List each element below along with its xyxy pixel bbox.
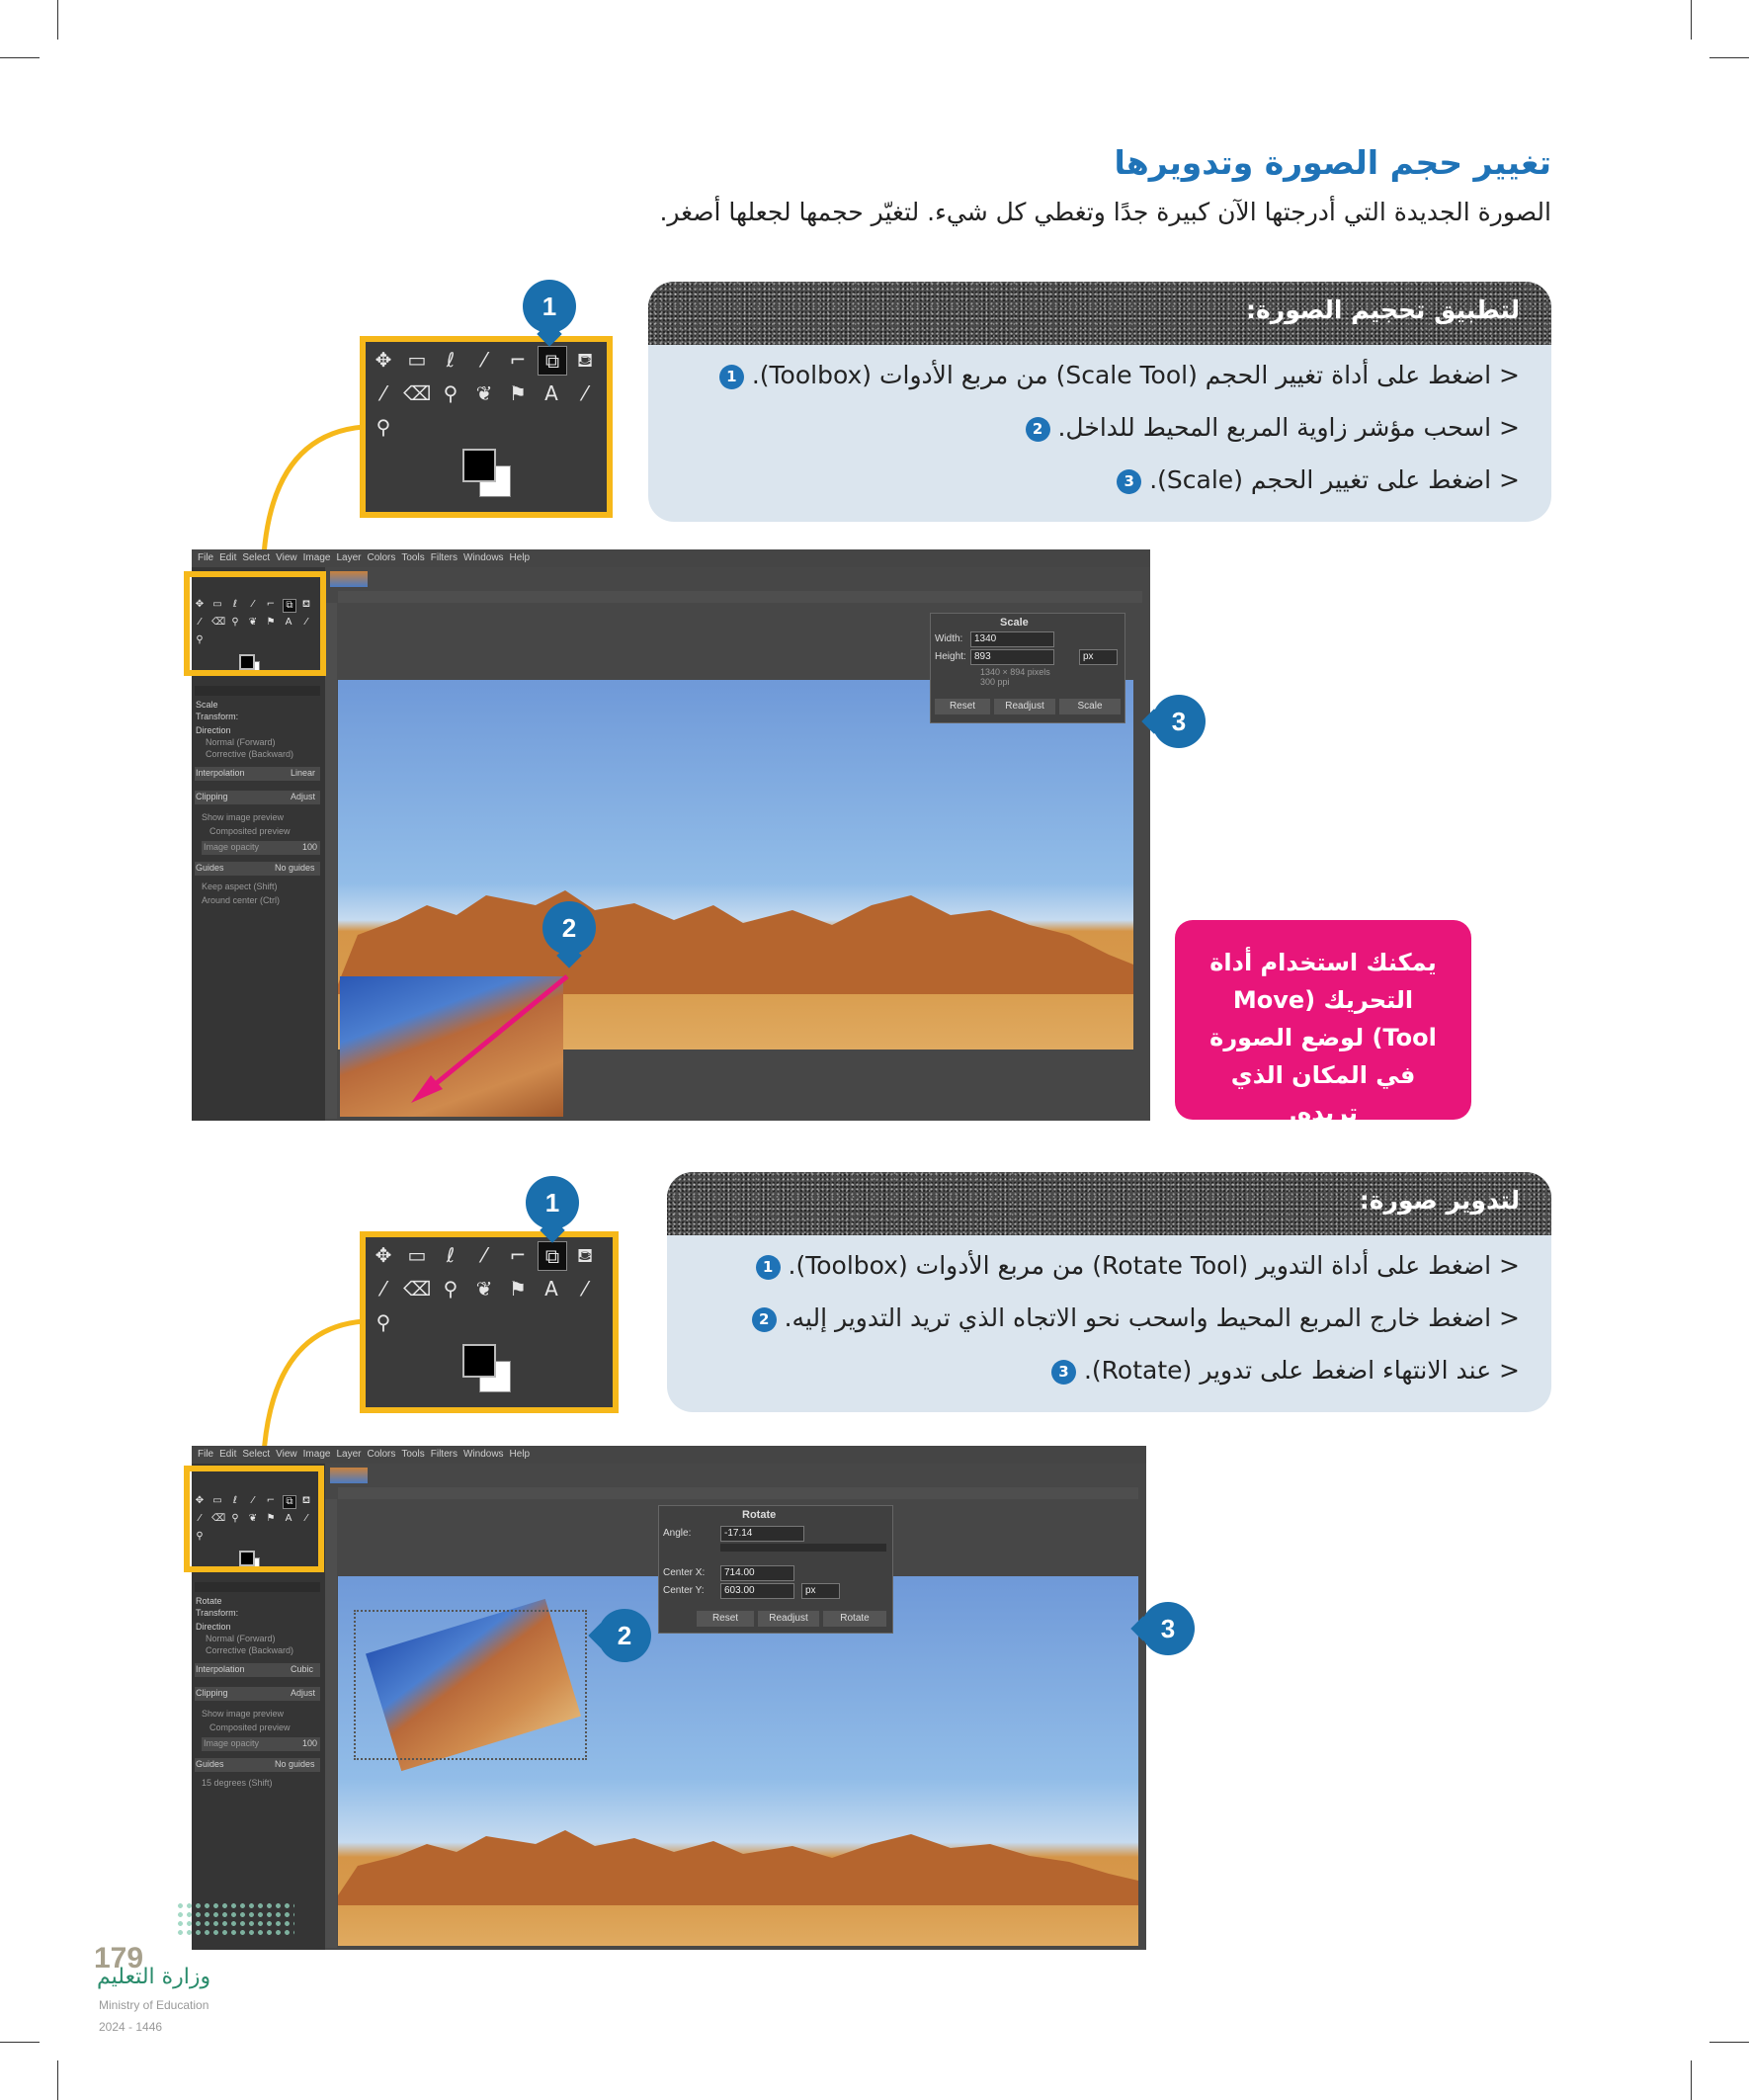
transform-label: Transform: (196, 712, 239, 721)
eraser-icon[interactable]: ⌫ (403, 1277, 432, 1301)
unit-select[interactable]: px (1079, 649, 1118, 665)
transform-icon[interactable]: ⧉ (538, 1241, 567, 1271)
menu-view[interactable]: View (276, 552, 297, 563)
lasso-icon[interactable]: ℓ (232, 599, 238, 610)
page-title: تغيير حجم الصورة وتدويرها (1114, 143, 1551, 182)
rotate-instructions-panel (667, 1172, 1551, 1412)
show-preview-checkbox[interactable]: Show image preview (202, 812, 285, 822)
composited-checkbox[interactable]: Composited preview (209, 1722, 291, 1732)
callout-2: 2 (598, 1609, 651, 1662)
crop-mark (0, 2042, 40, 2043)
menu-edit[interactable]: Edit (219, 552, 237, 563)
zoom-icon[interactable]: ⚲ (196, 634, 204, 645)
lasso-icon[interactable]: ℓ (232, 1495, 238, 1506)
crop-mark (57, 0, 58, 40)
smudge-icon[interactable]: ❦ (475, 1277, 493, 1301)
move-icon[interactable]: ✥ (195, 599, 205, 610)
size-info: 1340 × 894 pixels (980, 667, 1050, 677)
scale-step-2: < اسحب مؤشر زاوية المربع المحيط للداخل. 2 (1026, 413, 1520, 442)
ppi-info: 300 ppi (980, 677, 1010, 687)
image-tab[interactable] (330, 571, 368, 587)
menu-colors[interactable]: Colors (367, 1449, 396, 1460)
eraser-icon[interactable]: ⌫ (403, 381, 432, 405)
tool-name: Scale (196, 700, 218, 710)
callout-2: 2 (542, 901, 596, 955)
fuzzy-select-icon[interactable]: ⁄ (252, 599, 254, 610)
center-y-input[interactable]: 603.00 (720, 1583, 794, 1599)
scale-step-1: < اضغط على أداة تغيير الحجم (Scale Tool) من مربع الأدوات (Toolbox). 1 (719, 361, 1520, 389)
page-number: 179 (94, 1942, 144, 1974)
scale-step-3: < اضغط على تغيير الحجم (Scale). 3 (1117, 465, 1520, 494)
gimp-rotate-window (192, 1446, 1146, 1950)
image-tab[interactable] (330, 1468, 368, 1483)
rotate-step-2: < اضغط خارج المربع المحيط واسحب نحو الاتجاه الذي تريد التدوير إليه. 2 (752, 1303, 1520, 1332)
color-picker-icon[interactable]: ⁄ (583, 381, 587, 405)
toolbox-highlight (184, 571, 326, 676)
interpolation-label: Interpolation (196, 1664, 245, 1674)
clone-icon[interactable]: ⚲ (231, 617, 239, 628)
paths-icon[interactable]: ⚑ (266, 1513, 276, 1524)
menu-filters[interactable]: Filters (430, 1449, 458, 1460)
menu-tools[interactable]: Tools (401, 1449, 425, 1460)
width-label: Width: (935, 633, 963, 644)
interpolation-select[interactable]: Cubic (291, 1664, 314, 1674)
reset-button[interactable]: Reset (697, 1611, 754, 1627)
crop-mark (1709, 2042, 1749, 2043)
opacity-value: 100 (302, 842, 318, 852)
width-input[interactable]: 1340 (970, 631, 1054, 647)
fuzzy-select-icon[interactable]: ⁄ (482, 348, 486, 372)
guides-label: Guides (196, 1759, 224, 1769)
gimp-scale-window (192, 549, 1150, 1121)
menu-windows[interactable]: Windows (462, 552, 504, 563)
transform-icon[interactable]: ⧉ (283, 1495, 296, 1509)
text-icon[interactable]: A (285, 617, 292, 628)
menu-windows[interactable]: Windows (462, 1449, 504, 1460)
menu-layer[interactable]: Layer (336, 552, 362, 563)
paths-icon[interactable]: ⚑ (266, 617, 276, 628)
angle-input[interactable]: -17.14 (720, 1526, 804, 1542)
center-x-input[interactable]: 714.00 (720, 1565, 794, 1581)
menu-help[interactable]: Help (509, 1449, 531, 1460)
intro-text: الصورة الجديدة التي أدرجتها الآن كبيرة جدًا وتغطي كل شيء. لتغيّر حجمها لجعلها أصغر. (659, 198, 1551, 226)
height-label: Height: (935, 651, 966, 662)
dialog-title: Scale (1000, 617, 1029, 629)
ruler (338, 1487, 1138, 1499)
menu-tools[interactable]: Tools (401, 552, 425, 563)
ministry-name-ar: وزارة التعليم (97, 1965, 211, 1989)
scale-instructions-panel (648, 282, 1551, 522)
smudge-icon[interactable]: ❦ (248, 617, 258, 628)
text-icon[interactable]: A (285, 1513, 292, 1524)
zoom-icon[interactable]: ⚲ (375, 415, 391, 439)
callout-3: 3 (1152, 695, 1206, 748)
menu-colors[interactable]: Colors (367, 552, 396, 563)
rotate-panel-header (667, 1172, 1551, 1235)
menu-select[interactable]: Select (242, 552, 271, 563)
paths-icon[interactable]: ⚑ (509, 381, 527, 405)
foreground-color-swatch[interactable] (462, 449, 496, 482)
menu-select[interactable]: Select (242, 1449, 271, 1460)
smudge-icon[interactable]: ❦ (248, 1513, 258, 1524)
text-icon[interactable]: A (544, 381, 558, 405)
rock-formation (338, 1787, 1138, 1905)
callout-3: 3 (1141, 1602, 1195, 1655)
callout-1: 1 (523, 280, 576, 333)
keep-aspect-checkbox[interactable]: Keep aspect (Shift) (202, 882, 278, 891)
crop-icon[interactable]: ⌐ (266, 599, 276, 610)
transform-icon[interactable]: ⧉ (283, 599, 296, 613)
guides-select[interactable]: No guides (275, 863, 315, 873)
fuzzy-select-icon[interactable]: ⁄ (482, 1243, 486, 1267)
scale-dialog (930, 613, 1125, 723)
menu-bar (192, 1446, 1146, 1464)
crop-icon[interactable]: ⌐ (509, 1243, 527, 1267)
bucket-fill-icon[interactable]: ⛾ (576, 1243, 594, 1267)
rotate-panel-heading: لتدوير صورة: (1359, 1186, 1520, 1215)
bucket-fill-icon[interactable]: ⛾ (301, 1495, 311, 1506)
opacity-slider[interactable]: Image opacity (204, 842, 260, 852)
ruler (325, 1499, 337, 1948)
crop-mark (57, 2060, 58, 2100)
year: 2024 - 1446 (99, 2020, 163, 2034)
readjust-button[interactable]: Readjust (758, 1611, 819, 1627)
interpolation-label: Interpolation (196, 768, 245, 778)
eraser-icon[interactable]: ⌫ (211, 617, 226, 628)
dialog-title: Rotate (742, 1509, 777, 1521)
move-icon[interactable]: ✥ (375, 348, 392, 372)
paintbrush-icon[interactable]: ⁄ (381, 1277, 385, 1301)
text-icon[interactable]: A (544, 1277, 558, 1301)
move-icon[interactable]: ✥ (375, 1243, 392, 1267)
clone-icon[interactable]: ⚲ (443, 381, 458, 405)
rotate-step-1: < اضغط على أداة التدوير (Rotate Tool) من مربع الأدوات (Toolbox). 1 (756, 1251, 1520, 1280)
menu-filters[interactable]: Filters (430, 552, 458, 563)
rotate-dialog (658, 1505, 893, 1634)
bounding-box (354, 1610, 587, 1760)
lasso-icon[interactable]: ℓ (446, 1243, 456, 1267)
smudge-icon[interactable]: ❦ (475, 381, 493, 405)
center-y-label: Center Y: (663, 1585, 705, 1596)
crop-mark (0, 57, 40, 58)
scale-button[interactable]: Scale (1059, 699, 1121, 714)
tip-text: يمكنك استخدام أداة التحريك (Move Tool) لوضع الصورة في المكان الذي تريده. (1209, 949, 1437, 1127)
normal-radio[interactable]: Normal (Forward) (206, 737, 276, 747)
paths-icon[interactable]: ⚑ (509, 1277, 527, 1301)
paintbrush-icon[interactable]: ⁄ (199, 1513, 201, 1524)
crop-icon[interactable]: ⌐ (509, 348, 527, 372)
menu-edit[interactable]: Edit (219, 1449, 237, 1460)
center-x-label: Center X: (663, 1567, 706, 1578)
paintbrush-icon[interactable]: ⁄ (381, 381, 385, 405)
opacity-value: 100 (302, 1738, 318, 1748)
corrective-radio[interactable]: Corrective (Backward) (206, 749, 294, 759)
menu-help[interactable]: Help (509, 552, 531, 563)
clipping-select[interactable]: Adjust (291, 792, 316, 801)
ruler (325, 603, 337, 1119)
drag-arrow (340, 965, 587, 1121)
clipping-select[interactable]: Adjust (291, 1688, 316, 1698)
zoom-icon[interactable]: ⚲ (196, 1531, 204, 1542)
transform-label: Transform: (196, 1608, 239, 1618)
crop-icon[interactable]: ⌐ (266, 1495, 276, 1506)
interpolation-select[interactable]: Linear (291, 768, 316, 778)
ministry-name-en: Ministry of Education (99, 1998, 209, 2012)
rect-select-icon[interactable]: ▭ (407, 1243, 427, 1267)
clone-icon[interactable]: ⚲ (443, 1277, 458, 1301)
tool-name: Rotate (196, 1596, 222, 1606)
bucket-fill-icon[interactable]: ⛾ (576, 348, 594, 372)
crop-mark (1709, 57, 1749, 58)
crop-mark (1691, 0, 1692, 40)
ministry-logo-dots (176, 1901, 294, 1939)
reset-button[interactable]: Reset (935, 699, 990, 714)
foreground-color-swatch[interactable] (462, 1344, 496, 1378)
menu-file[interactable]: File (198, 552, 214, 563)
show-preview-checkbox[interactable]: Show image preview (202, 1709, 285, 1719)
fuzzy-select-icon[interactable]: ⁄ (252, 1495, 254, 1506)
transform-icon[interactable]: ⧉ (538, 346, 567, 376)
direction-label: Direction (196, 1622, 231, 1632)
normal-radio[interactable]: Normal (Forward) (206, 1634, 276, 1643)
corrective-radio[interactable]: Corrective (Backward) (206, 1645, 294, 1655)
lasso-icon[interactable]: ℓ (446, 348, 456, 372)
scale-panel-header (648, 282, 1551, 345)
crop-mark (1691, 2060, 1692, 2100)
zoom-icon[interactable]: ⚲ (375, 1310, 391, 1334)
rect-select-icon[interactable]: ▭ (212, 599, 222, 610)
paintbrush-icon[interactable]: ⁄ (199, 617, 201, 628)
composited-checkbox[interactable]: Composited preview (209, 826, 291, 836)
menu-image[interactable]: Image (302, 1449, 331, 1460)
rotate-step-3: < عند الانتهاء اضغط على تدوير (Rotate). 3 (1051, 1356, 1520, 1385)
unit-select[interactable]: px (801, 1583, 840, 1599)
ruler (338, 591, 1142, 603)
scale-panel-heading: لتطبيق تحجيم الصورة: (1246, 295, 1520, 324)
clipping-label: Clipping (196, 792, 228, 801)
menu-bar (192, 549, 1150, 567)
guides-select[interactable]: No guides (275, 1759, 315, 1769)
degrees-checkbox[interactable]: 15 degrees (Shift) (202, 1778, 273, 1788)
color-picker-icon[interactable]: ⁄ (583, 1277, 587, 1301)
color-picker-icon[interactable]: ⁄ (305, 617, 307, 628)
move-tool-tip (1175, 920, 1471, 1127)
rect-select-icon[interactable]: ▭ (407, 348, 427, 372)
move-icon[interactable]: ✥ (195, 1495, 205, 1506)
opacity-slider[interactable]: Image opacity (204, 1738, 260, 1748)
toolbox-highlight (184, 1466, 324, 1572)
guides-label: Guides (196, 863, 224, 873)
rect-select-icon[interactable]: ▭ (212, 1495, 222, 1506)
menu-file[interactable]: File (198, 1449, 214, 1460)
eraser-icon[interactable]: ⌫ (211, 1513, 226, 1524)
angle-slider[interactable] (720, 1544, 886, 1552)
angle-label: Angle: (663, 1528, 692, 1539)
menu-layer[interactable]: Layer (336, 1449, 362, 1460)
around-center-checkbox[interactable]: Around center (Ctrl) (202, 895, 281, 905)
color-picker-icon[interactable]: ⁄ (305, 1513, 307, 1524)
height-input[interactable]: 893 (970, 649, 1054, 665)
clipping-label: Clipping (196, 1688, 228, 1698)
menu-view[interactable]: View (276, 1449, 297, 1460)
bucket-fill-icon[interactable]: ⛾ (301, 599, 311, 610)
rotate-button[interactable]: Rotate (823, 1611, 886, 1627)
menu-image[interactable]: Image (302, 552, 331, 563)
clone-icon[interactable]: ⚲ (231, 1513, 239, 1524)
direction-label: Direction (196, 725, 231, 735)
callout-1: 1 (526, 1176, 579, 1229)
readjust-button[interactable]: Readjust (994, 699, 1055, 714)
